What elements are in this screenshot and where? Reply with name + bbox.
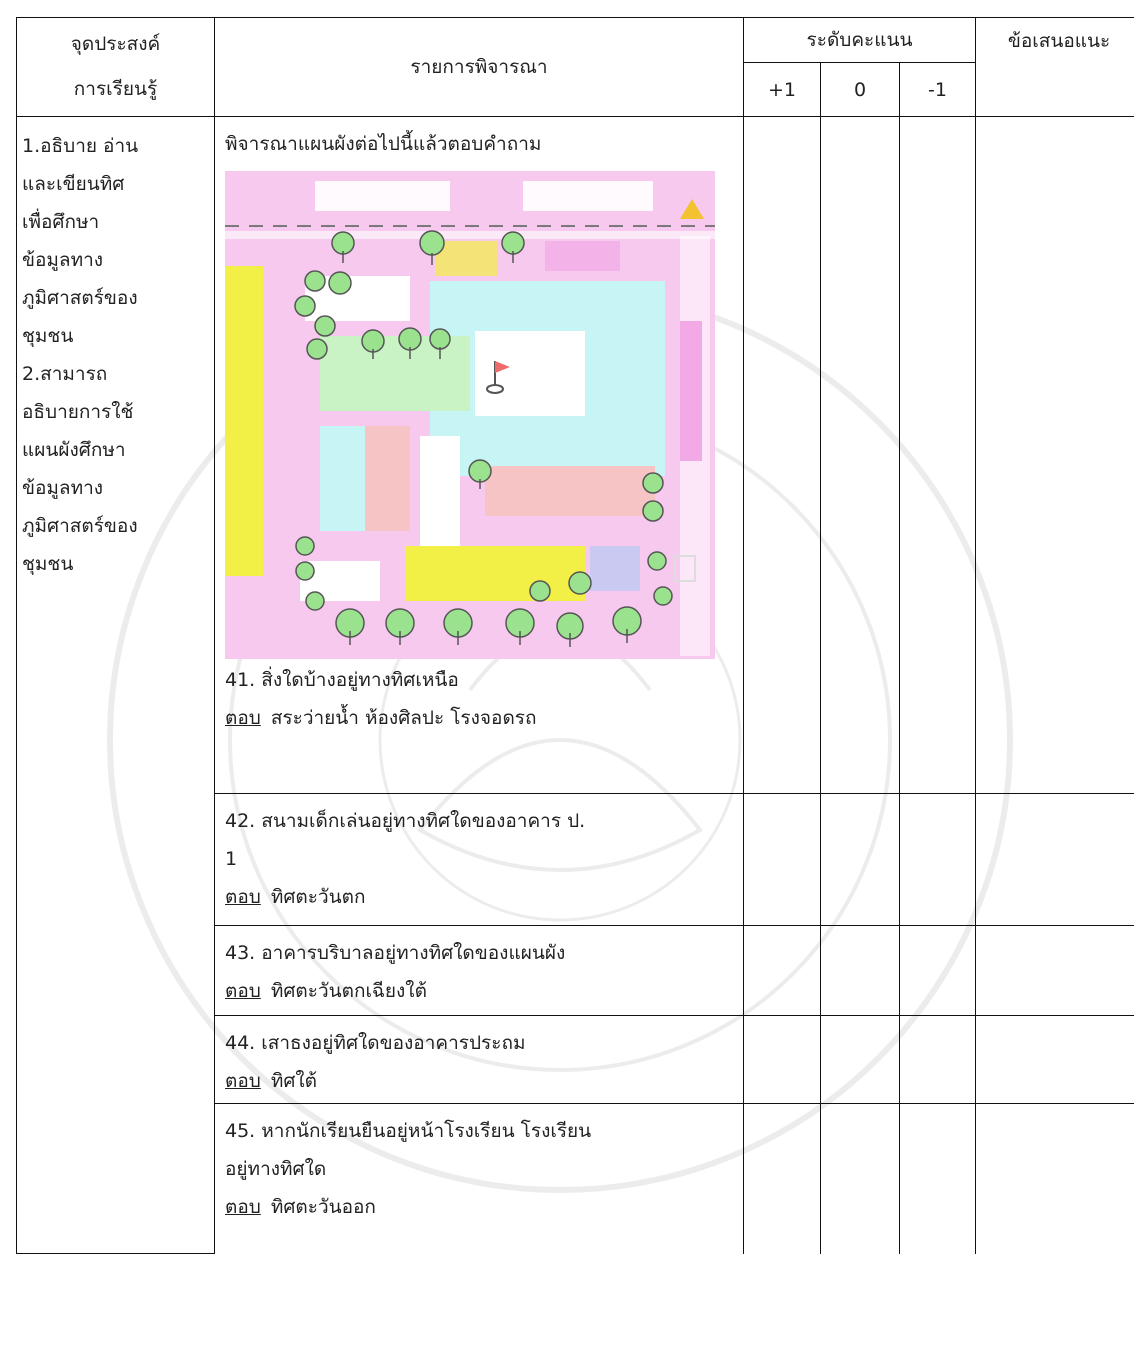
objective-line: 1.อธิบาย อ่าน [22,135,139,157]
answer-text: ทิศตะวันตกเฉียงใต้ [270,980,427,1002]
objective-line: ข้อมูลทาง [22,249,104,271]
question-41: 41. สิ่งใดบ้างอยู่ทางทิศเหนือ [225,669,459,691]
table-row [17,117,1134,794]
item-41-cell [215,117,744,794]
score-minus1-cell[interactable] [900,926,976,1016]
objective-line: ชุมชน [22,325,74,347]
score-zero-cell[interactable] [821,1016,900,1104]
suggestion-cell[interactable] [976,1016,1134,1104]
score-minus1-cell[interactable] [900,794,976,926]
answer-43 [225,972,743,1010]
suggestion-cell[interactable] [976,117,1134,794]
suggestion-cell[interactable] [976,1104,1134,1254]
answer-text: สระว่ายน้ำ ห้องศิลปะ โรงจอดรถ [270,707,537,729]
answer-label: ตอบ [225,980,261,1002]
item-42-cell [215,794,744,926]
score-minus1-cell[interactable] [900,117,976,794]
objective-line: อธิบายการใช้ [22,401,134,423]
answer-44 [225,1062,743,1100]
score-minus1-cell[interactable] [900,1016,976,1104]
answer-label: ตอบ [225,886,261,908]
considerations-header: รายการพิจารณา [215,18,744,117]
suggestion-cell[interactable] [976,794,1134,926]
question-43: 43. อาคารบริบาลอยู่ทางทิศใดของแผนผัง [225,942,566,964]
objectives-header-line1: จุดประสงค์ [70,32,161,55]
score-minus1-header: -1 [900,63,976,117]
objective-line: ชุมชน [22,553,74,575]
evaluation-table [16,17,1134,1254]
answer-42 [225,878,743,916]
score-plus1-cell[interactable] [744,117,821,794]
objective-line: เพื่อศึกษา [22,211,100,233]
score-plus1-header: +1 [744,63,821,117]
suggestions-header [976,18,1134,117]
score-level-header: ระดับคะแนน [744,18,976,63]
question-42: 42. สนามเด็กเล่นอยู่ทางทิศใดของอาคาร ป. [225,810,586,832]
item-45-cell [215,1104,744,1254]
suggestion-cell[interactable] [976,926,1134,1016]
item-44-cell [215,1016,744,1104]
objective-line: ภูมิศาสตร์ของ [22,515,138,537]
objective-line: 2.สามารถ [22,363,108,385]
score-minus1-cell[interactable] [900,1104,976,1254]
objective-line: แผนผังศึกษา [22,439,126,461]
score-zero-header: 0 [821,63,900,117]
objectives-cell [17,117,215,1254]
score-zero-cell[interactable] [821,794,900,926]
answer-label: ตอบ [225,1196,261,1218]
objective-line: ภูมิศาสตร์ของ [22,287,138,309]
score-zero-cell[interactable] [821,926,900,1016]
objective-line: และเขียนทิศ [22,173,125,195]
objectives-header-line2: การเรียนรู้ [73,78,158,101]
objectives-header-line2-cell [17,63,215,117]
question-45: 45. หากนักเรียนยืนอยู่หน้าโรงเรียน โรงเรียน [225,1120,592,1142]
objectives-header [17,18,215,63]
school-map-image [225,171,715,659]
answer-41 [225,699,743,737]
score-plus1-cell[interactable] [744,1104,821,1254]
objective-line: ข้อมูลทาง [22,477,104,499]
answer-text: ทิศตะวันตก [270,886,366,908]
suggestions-header-label: ข้อเสนอแนะ [1007,30,1111,52]
question-44: 44. เสาธงอยู่ทิศใดของอาคารประถม [225,1032,526,1054]
answer-45 [225,1188,743,1226]
score-zero-cell[interactable] [821,117,900,794]
answer-label: ตอบ [225,1070,261,1092]
answer-text: ทิศใต้ [270,1070,318,1092]
score-plus1-cell[interactable] [744,794,821,926]
question-45-cont: อยู่ทางทิศใด [225,1158,327,1180]
answer-text: ทิศตะวันออก [270,1196,376,1218]
answer-label: ตอบ [225,707,261,729]
question-42-cont: 1 [225,848,238,870]
score-plus1-cell[interactable] [744,926,821,1016]
intro-text: พิจารณาแผนผังต่อไปนี้แล้วตอบคำถาม [225,133,542,155]
item-43-cell [215,926,744,1016]
score-zero-cell[interactable] [821,1104,900,1254]
score-plus1-cell[interactable] [744,1016,821,1104]
